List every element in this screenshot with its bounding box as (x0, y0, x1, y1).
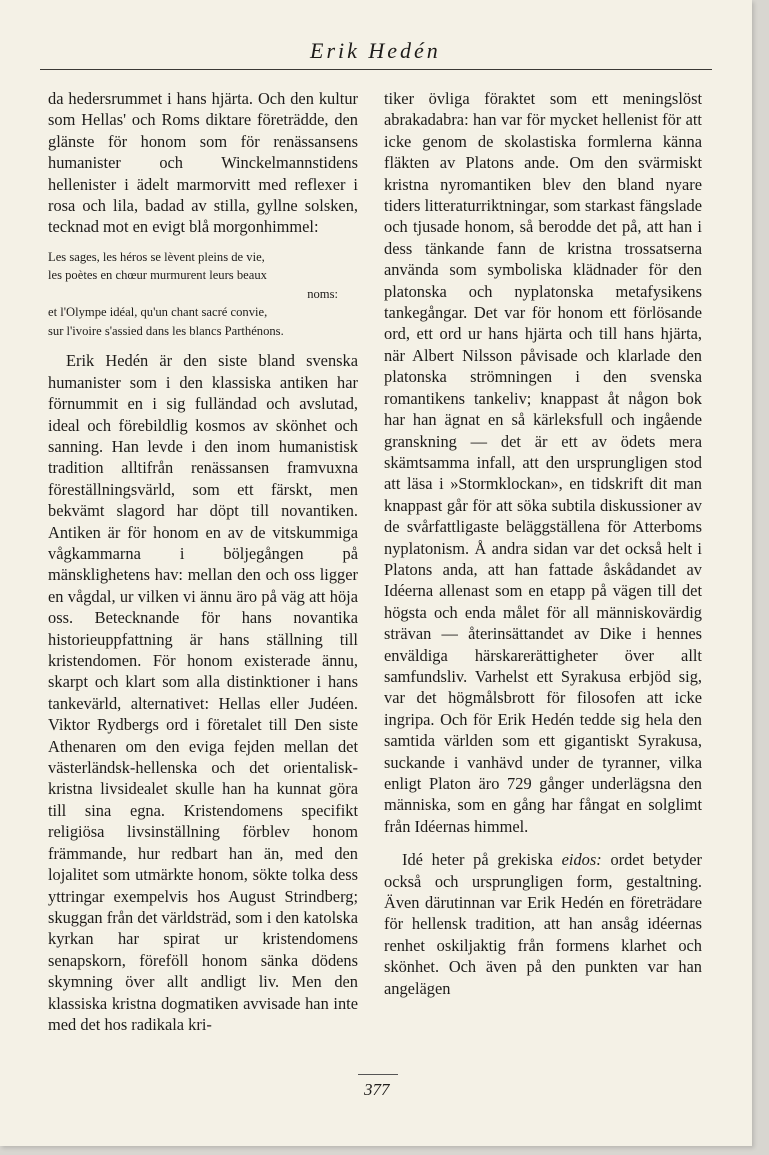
verse-line: Les sages, les héros se lèvent pleins de vie, (48, 249, 265, 264)
verse-line: les poètes en chœur murmurent leurs beaux (48, 268, 267, 283)
verse-line: sur l'ivoire s'assied dans les blancs Parthénons. (48, 323, 284, 338)
emphasis: eidos: (561, 850, 602, 870)
running-title: Erik Hedén (310, 38, 441, 63)
paragraph: Erik Hedén är den siste bland svenska humanister som i den klassiska antiken har förnummit en i sig fulländad och avslutad, ideal och förebildlig kosmos av skönhet och sanning. Han levde i den inom humanistisk tradition alltifrån renässansen framvuxna föreställningsvärld, som ett färskt, men bekvämt slagord har döpt till novantiken. Antiken är för honom en av de vitskummiga vågkammarna i böljegången på mänsklighetens hav: mellan den och oss ligger en vågdal, ur vilken vi ännu äro på väg att höja oss. Betecknande för hans novantika historieuppfattning är hans ställning till kristendomen. För honom existerade ännu, skarpt och klart som alla distinktioner i hans tankevärld, alternativet: Hellas eller Judéen. Viktor Rydbergs ord i företalet till Den siste Athenaren om den eviga fejden mellan det västerländsk-hellenska och det orientalisk-kristna livsidealet skulle han ha kunnat göra till sina egna. Kristendomens specifikt religiösa livsinställning förblev honom främmande, hur redbart han än, med den lojalitet som utmärkte honom, sökte tolka dess yttringar exempelvis hos August Strindberg; skuggan från det världsträd, som i den katolska kyrkan har spirat ur kristendomens senapskorn, föreföll honom sänka dödens skymning över allt andligt liv. Men den klassiska kristna dogmatiken avvisade han inte med det hos radikala kri- (48, 351, 358, 1034)
right-column (384, 88, 702, 999)
header-rule (40, 69, 712, 70)
left-column (48, 88, 358, 1035)
verse-line: noms: (307, 286, 338, 301)
text-run: ordet betyder också och ursprungligen form, gestaltning. Även därutinnan var Erik Hedén en företrädare för hellensk tradition, att han ansåg idéernas renhet oskiljaktig från formens klarhet och skönhet. Och även på den punkten var han angelägen (384, 850, 703, 998)
paragraph: da hedersrummet i hans hjärta. Och den kultur som Hellas' och Roms diktare företrädde, den glänste för honom som för renässansens humanister och Winckelmannstidens hellenister i ädelt marmorvitt med reflexer i rosa och lila, badad av stilla, gyllne solsken, tecknad mot en evigt blå morgonhimmel: (48, 89, 358, 237)
verse-line: et l'Olympe idéal, qu'un chant sacré convie, (48, 305, 268, 320)
paragraph (384, 849, 702, 999)
french-verse-quote (48, 248, 358, 341)
folio-rule (358, 1074, 398, 1075)
paragraph: tiker övliga föraktet som ett meningslöst abrakadabra: han var för mycket hellenist för att icke genom de skolastiska formlerna känna fläkten av Platons ande. Om den svärmiskt kristna nyromantiken blev den bland nyare tiders litteraturriktningar, som starkast fängslade och tjusade honom, så berodde det på, att han i dess tänkande fann de kristna trossatserna använda som symboliska klädnader för den platonska och nyplatonska metafysikens tankegångar. Det var för honom ett förlösande ord, ett ord ur hans hjärta och till hans hjärta, när Albert Nilsson påvisade och klarlade den platonska strömningen i den svenska romantikens tankeliv; knappast åt någon bok har han ägnat en så kärleksfull och ingående granskning — det är ett av ödets mera skämtsamma infall, att den ursprungligen stod att läsa i »Stormklockan», en tidskrift dit man knappast går för att söka subtila diskussioner av de svårfattligaste beläggställena för Atterboms nyplatonism. Å andra sidan var det också helt i Platons anda, att han fattade åskådandet av Idéerna allenast som en etapp på vägen till det högsta och enda målet för all människovärdig strävan — återinsättandet av Dike i hennes enväldiga härskarerättigheter över allt samfundsliv. Varhelst ett Syrakusa erbjöd sig, var det högmålsbrott för filosofen att icke ingripa. Och för Erik Hedén tedde sig hela den samtida världen som ett gigantiskt Syrakusa, suckande i vanhävd under de tyranner, vilka enligt Platon äro 729 gånger underlägsna den människa, som en gång har fångat en solglimt från Idéernas himmel. (384, 89, 702, 836)
text-run: Idé heter på grekiska (402, 850, 562, 870)
page-number: 377 (364, 1080, 390, 1099)
